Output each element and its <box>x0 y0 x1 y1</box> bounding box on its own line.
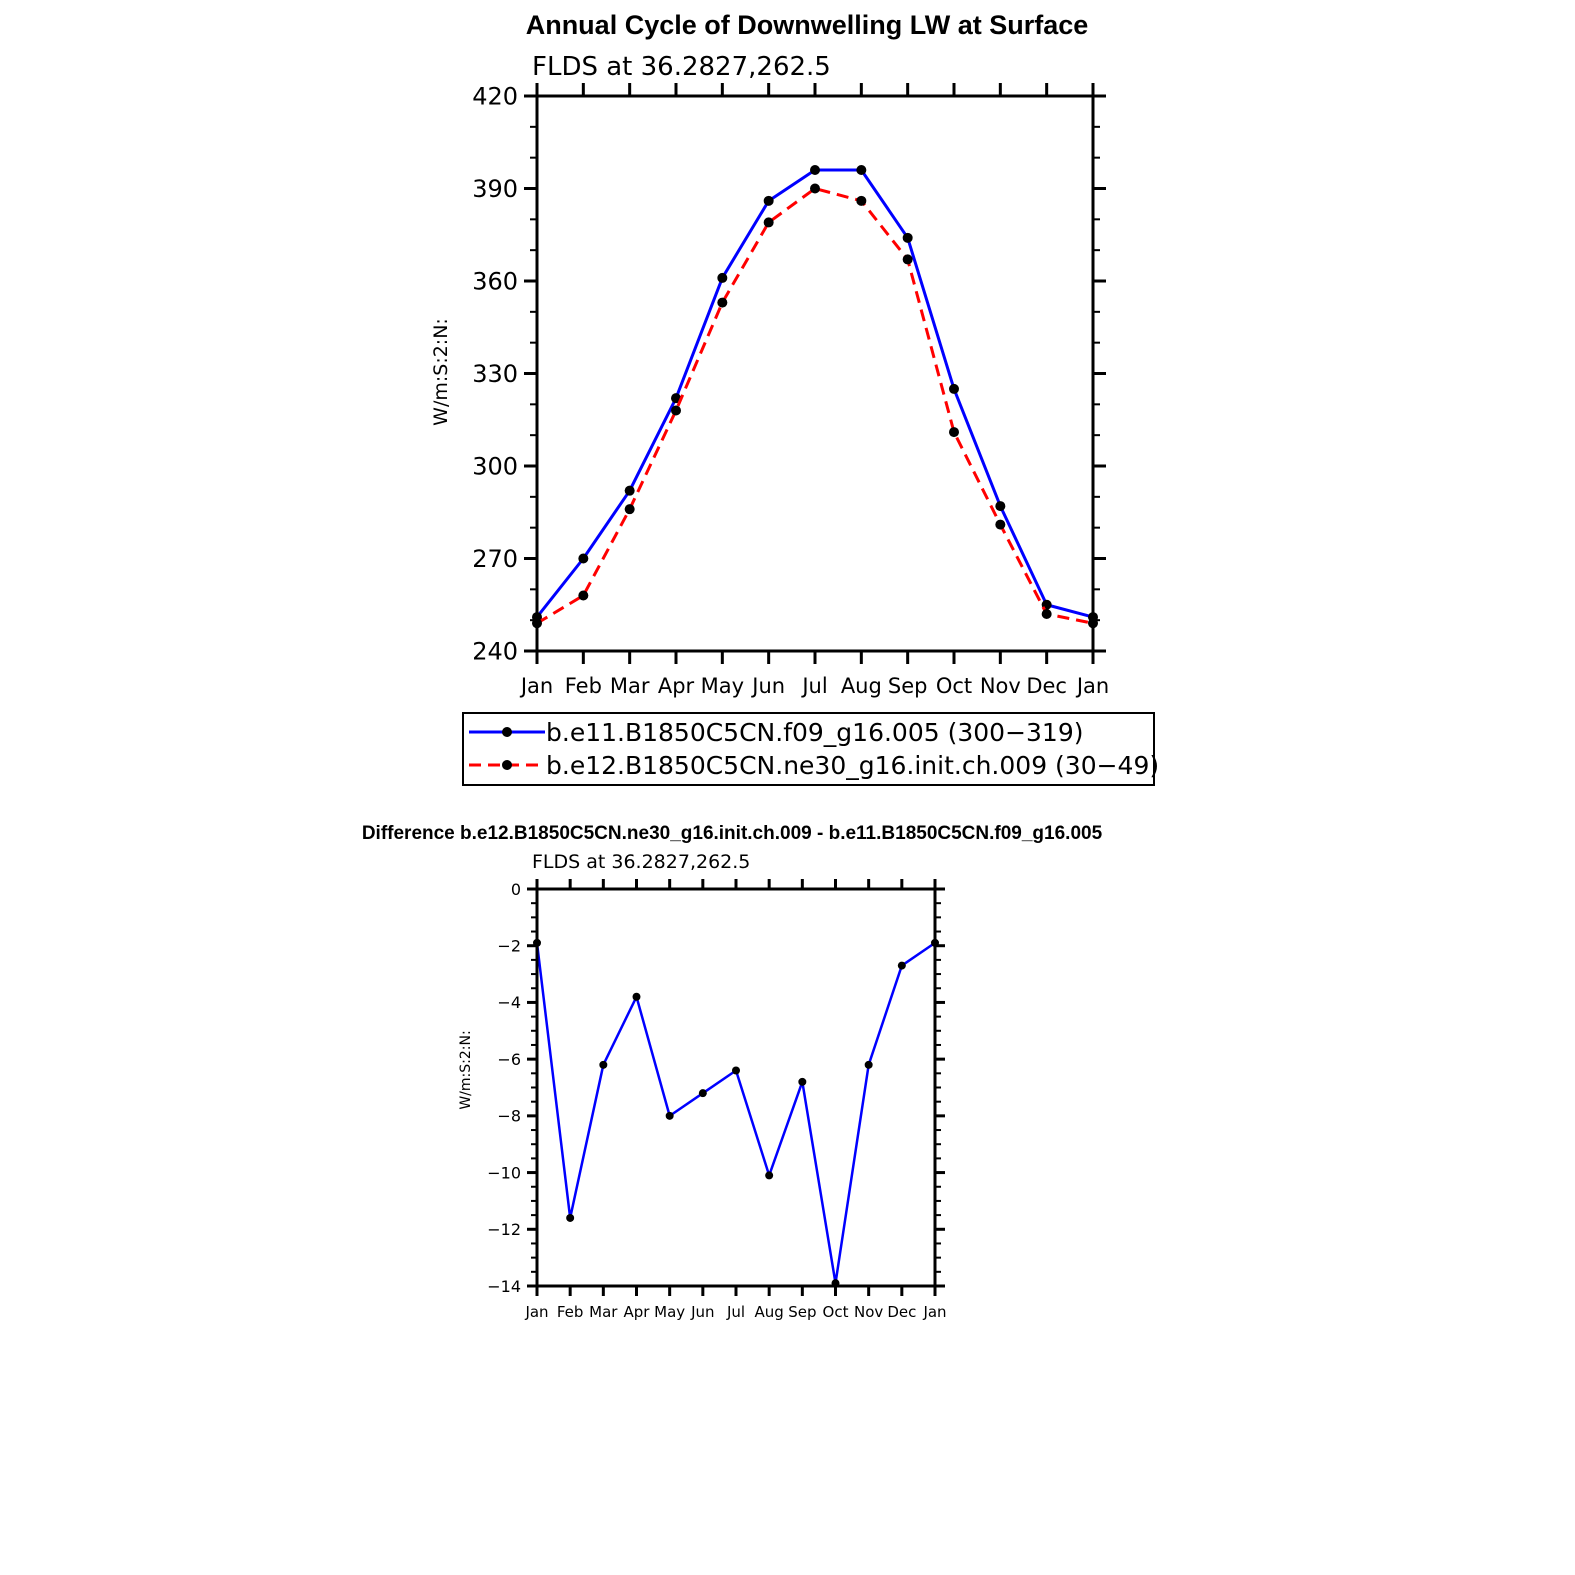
annual-cycle-chart <box>430 10 1109 698</box>
data-point <box>764 217 774 227</box>
y-tick-label: 360 <box>472 267 518 296</box>
x-tick-label: Jul <box>726 1303 746 1321</box>
data-point <box>810 184 820 194</box>
x-tick-label: Sep <box>887 674 928 698</box>
x-tick-label: Oct <box>935 674 973 698</box>
y-tick-labels <box>487 880 521 1296</box>
x-tick-labels <box>519 674 1109 698</box>
x-tick-label: Dec <box>887 1303 917 1321</box>
y-tick-label: −14 <box>487 1276 521 1296</box>
chart-subtitle: FLDS at 36.2827,262.5 <box>532 851 751 873</box>
x-tick-label: Oct <box>822 1303 849 1321</box>
data-point <box>764 196 774 206</box>
data-point <box>732 1066 740 1074</box>
data-point <box>625 486 635 496</box>
data-point <box>633 993 641 1001</box>
legend <box>463 713 1159 785</box>
series-lines <box>533 939 939 1287</box>
data-point <box>671 406 681 416</box>
data-point <box>666 1112 674 1120</box>
data-point <box>949 384 959 394</box>
legend-label-series-2: b.e12.B1850C5CN.ne30_g16.init.ch.009 (30−49) <box>546 751 1160 780</box>
x-tick-label: Feb <box>556 1303 584 1321</box>
data-point <box>578 591 588 601</box>
y-tick-label: 240 <box>472 637 518 666</box>
x-tick-label: Mar <box>609 674 650 698</box>
data-point <box>865 1061 873 1069</box>
data-point <box>765 1171 773 1179</box>
x-tick-label: May <box>700 674 745 698</box>
x-tick-label: Sep <box>788 1303 817 1321</box>
x-tick-label: Jan <box>1076 674 1110 698</box>
data-point <box>717 273 727 283</box>
y-tick-label: −6 <box>497 1049 521 1069</box>
data-point <box>898 962 906 970</box>
data-point <box>1042 609 1052 619</box>
legend-label-series-1: b.e11.B1850C5CN.f09_g16.005 (300−319) <box>546 718 1084 747</box>
data-point <box>856 196 866 206</box>
y-tick-label: 330 <box>472 360 518 389</box>
x-tick-label: Dec <box>1026 674 1067 698</box>
x-tick-label: Nov <box>854 1303 884 1321</box>
x-tick-label: Mar <box>589 1303 618 1321</box>
data-point <box>625 504 635 514</box>
data-point <box>949 427 959 437</box>
y-tick-label: −10 <box>487 1163 521 1183</box>
x-tick-label: Jun <box>691 1303 715 1321</box>
chart-title: Difference b.e12.B1850C5CN.ne30_g16.init.ch.009 - b.e11.B1850C5CN.f09_g16.005 <box>361 823 1103 844</box>
data-point <box>798 1078 806 1086</box>
y-tick-label: −12 <box>487 1220 521 1240</box>
legend-marker-series-2 <box>502 760 512 770</box>
x-tick-label: Nov <box>979 674 1021 698</box>
y-tick-label: 300 <box>472 452 518 481</box>
x-tick-label: Jun <box>752 674 786 698</box>
plot-frame <box>537 889 935 1286</box>
series-line-2 <box>537 189 1093 624</box>
x-tick-label: Jul <box>802 674 828 698</box>
y-axis-label: W/m:S:2:N: <box>458 1030 474 1110</box>
y-tick-labels <box>472 83 518 666</box>
x-tick-label: Jan <box>520 674 554 698</box>
data-point <box>810 165 820 175</box>
difference-chart <box>362 823 1103 1321</box>
y-tick-label: 390 <box>472 175 518 204</box>
x-tick-label: Aug <box>840 674 882 698</box>
x-tick-label: May <box>654 1303 686 1321</box>
x-tick-label: Apr <box>657 674 695 698</box>
series-line-1 <box>537 170 1093 617</box>
y-tick-label: 0 <box>510 879 521 899</box>
y-tick-label: 420 <box>472 82 518 111</box>
y-tick-label: 270 <box>472 545 518 574</box>
data-point <box>856 165 866 175</box>
series-lines <box>532 165 1098 628</box>
data-point <box>566 1214 574 1222</box>
data-point <box>903 254 913 264</box>
data-point <box>699 1089 707 1097</box>
axis-ticks <box>527 879 945 1296</box>
chart-title: Annual Cycle of Downwelling LW at Surface <box>525 10 1089 40</box>
chart-subtitle: FLDS at 36.2827,262.5 <box>532 52 831 82</box>
legend-marker-series-1 <box>502 727 512 737</box>
data-point <box>717 298 727 308</box>
series-line-1 <box>537 943 935 1283</box>
data-point <box>995 520 1005 530</box>
x-tick-label: Jan <box>525 1303 549 1321</box>
y-tick-label: −2 <box>497 936 521 956</box>
x-tick-label: Jan <box>923 1303 947 1321</box>
x-tick-label: Feb <box>564 674 602 698</box>
y-tick-label: −4 <box>497 993 521 1013</box>
y-tick-label: −8 <box>497 1106 521 1126</box>
x-tick-label: Aug <box>754 1303 784 1321</box>
data-point <box>995 501 1005 511</box>
data-point <box>903 233 913 243</box>
data-point <box>599 1061 607 1069</box>
plot-frame <box>537 96 1093 651</box>
x-tick-label: Apr <box>623 1303 650 1321</box>
x-tick-labels <box>524 1303 946 1321</box>
data-point <box>578 554 588 564</box>
y-axis-label: W/m:S:2:N: <box>430 318 452 426</box>
